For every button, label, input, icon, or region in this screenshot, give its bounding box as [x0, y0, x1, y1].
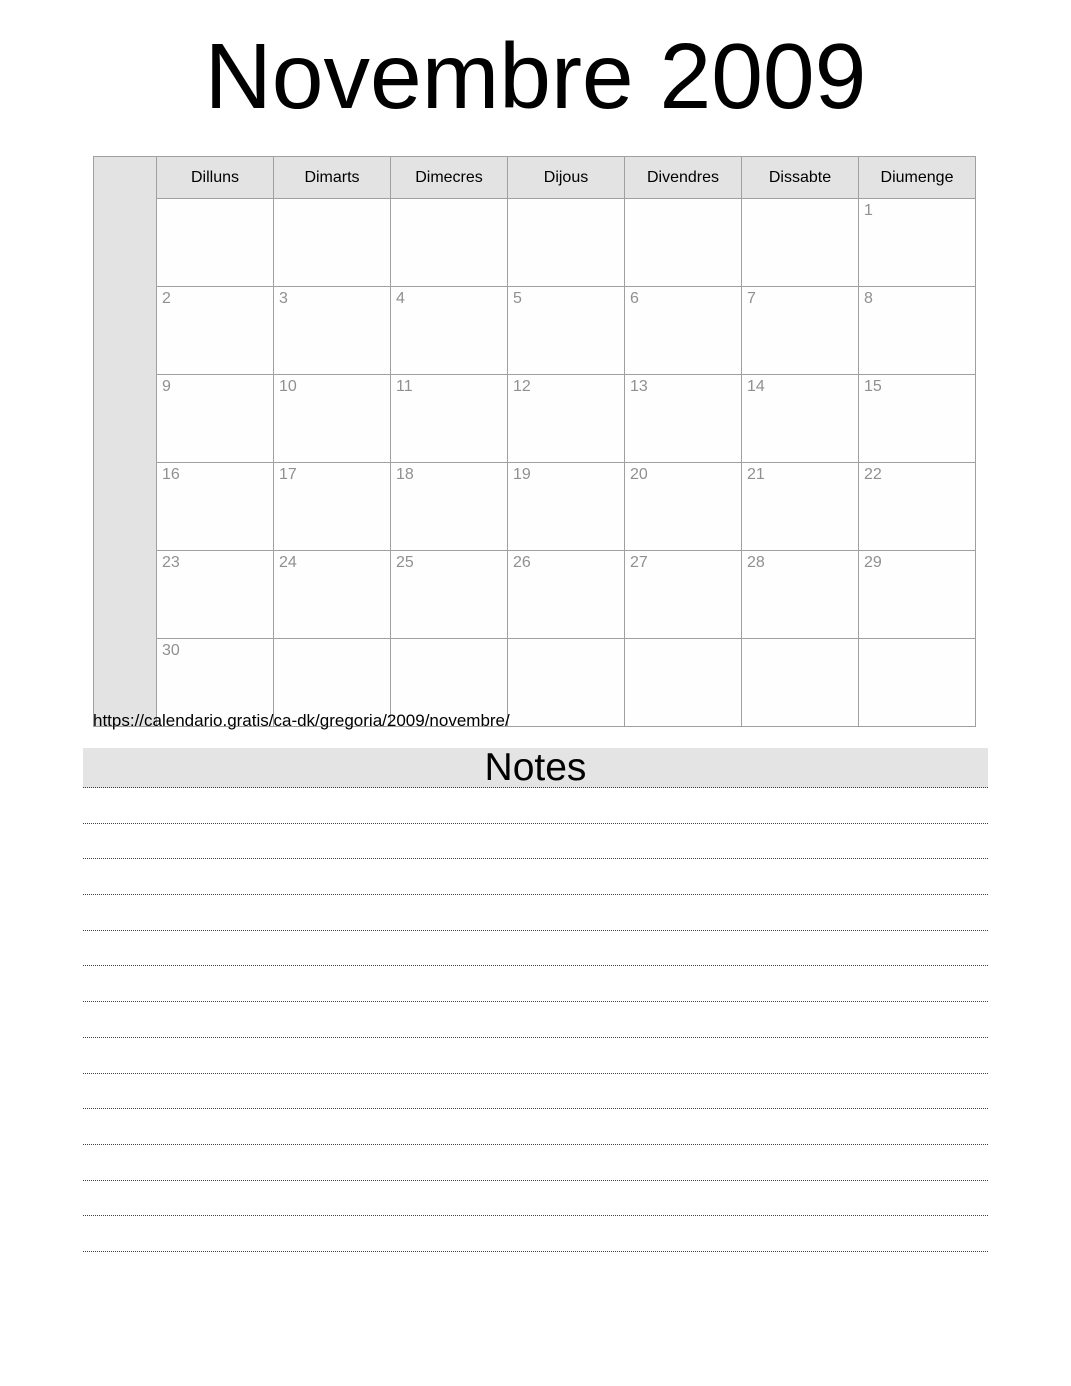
day-cell-20: 20: [625, 463, 742, 551]
day-cell: [625, 199, 742, 287]
day-cell: [391, 199, 508, 287]
day-cell-14: 14: [742, 375, 859, 463]
day-cell-6: 6: [625, 287, 742, 375]
week-row: [94, 551, 976, 639]
day-cell: [742, 199, 859, 287]
weekday-header-dimarts: Dimarts: [274, 157, 391, 199]
day-cell: [508, 199, 625, 287]
day-cell: [625, 639, 742, 727]
weekday-header-dilluns: Dilluns: [157, 157, 274, 199]
day-cell-9: 9: [157, 375, 274, 463]
note-line: [83, 788, 988, 824]
day-cell-19: 19: [508, 463, 625, 551]
day-cell-28: 28: [742, 551, 859, 639]
note-line: [83, 1074, 988, 1110]
day-cell-21: 21: [742, 463, 859, 551]
day-cell-2: 2: [157, 287, 274, 375]
note-line: [83, 895, 988, 931]
day-cell: [859, 639, 976, 727]
note-line: [83, 1002, 988, 1038]
weekday-header-dijous: Dijous: [508, 157, 625, 199]
day-cell-18: 18: [391, 463, 508, 551]
day-cell-8: 8: [859, 287, 976, 375]
weekday-header-dimecres: Dimecres: [391, 157, 508, 199]
note-line: [83, 966, 988, 1002]
notes-section: [83, 748, 988, 1252]
day-cell-29: 29: [859, 551, 976, 639]
calendar-table: [93, 156, 976, 727]
note-line: [83, 1038, 988, 1074]
day-cell-15: 15: [859, 375, 976, 463]
page-title: Novembre 2009: [204, 24, 867, 128]
notes-title: Notes: [484, 746, 587, 789]
day-cell-24: 24: [274, 551, 391, 639]
week-row: [94, 375, 976, 463]
notes-lines-area: [83, 788, 988, 1252]
day-cell-5: 5: [508, 287, 625, 375]
day-cell-26: 26: [508, 551, 625, 639]
weekday-header-divendres: Divendres: [625, 157, 742, 199]
note-line: [83, 1145, 988, 1181]
weekday-header-dissabte: Dissabte: [742, 157, 859, 199]
day-cell-27: 27: [625, 551, 742, 639]
note-line: [83, 1109, 988, 1145]
day-cell-30: 30: [157, 639, 274, 727]
weekday-header-row: [94, 157, 976, 199]
day-cell-4: 4: [391, 287, 508, 375]
day-cell: [742, 639, 859, 727]
calendar-source-url: https://calendario.gratis/ca-dk/gregoria/2009/novembre/: [93, 711, 510, 730]
week-row: [94, 287, 976, 375]
day-cell-16: 16: [157, 463, 274, 551]
day-cell-23: 23: [157, 551, 274, 639]
gutter-column: [94, 157, 157, 727]
note-line: [83, 1181, 988, 1217]
day-cell-17: 17: [274, 463, 391, 551]
note-line: [83, 824, 988, 860]
day-cell-3: 3: [274, 287, 391, 375]
day-cell-10: 10: [274, 375, 391, 463]
day-cell: [508, 639, 625, 727]
day-cell-11: 11: [391, 375, 508, 463]
day-cell-13: 13: [625, 375, 742, 463]
notes-header: [83, 748, 988, 788]
week-row: [94, 463, 976, 551]
week-row: [94, 199, 976, 287]
day-cell-22: 22: [859, 463, 976, 551]
note-line: [83, 859, 988, 895]
weekday-header-diumenge: Diumenge: [859, 157, 976, 199]
note-line: [83, 1216, 988, 1252]
day-cell-12: 12: [508, 375, 625, 463]
day-cell: [274, 199, 391, 287]
note-line: [83, 931, 988, 967]
day-cell-25: 25: [391, 551, 508, 639]
day-cell-7: 7: [742, 287, 859, 375]
day-cell: [157, 199, 274, 287]
day-cell-1: 1: [859, 199, 976, 287]
